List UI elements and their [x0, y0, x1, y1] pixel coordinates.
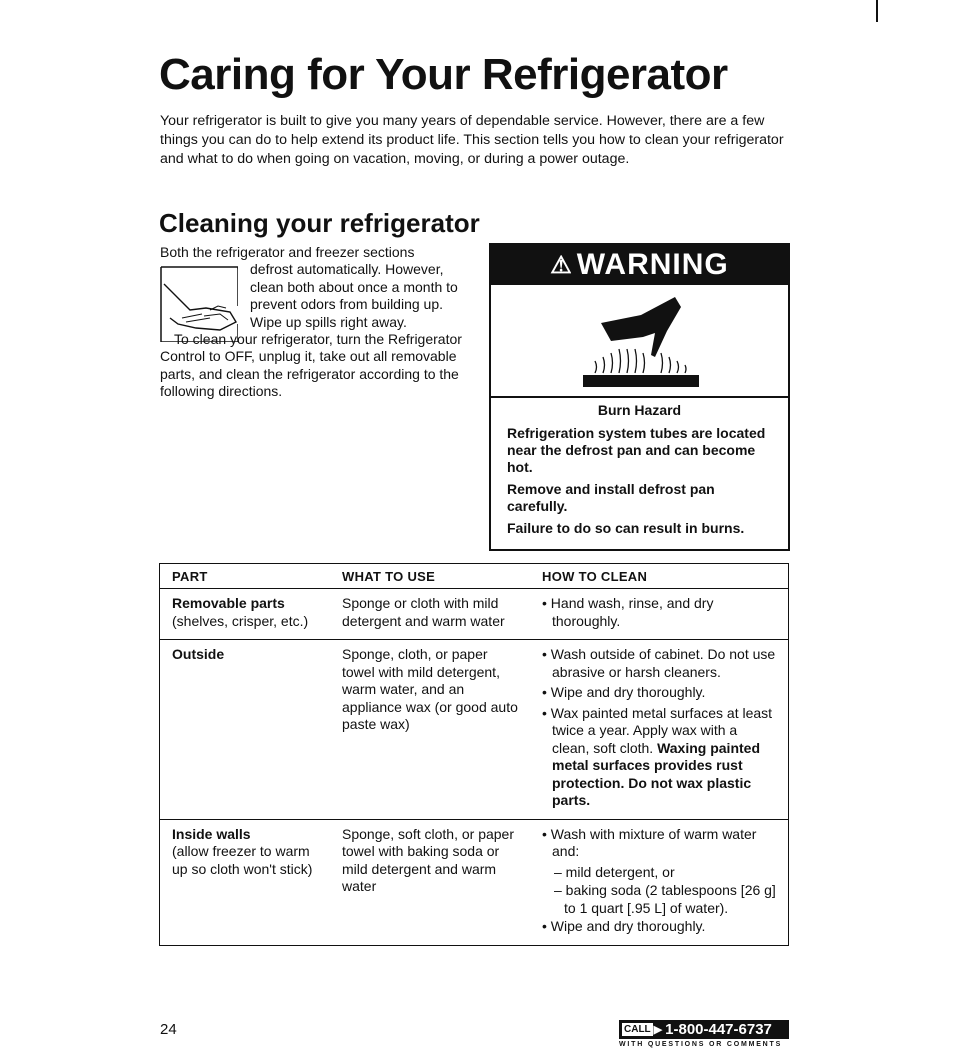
hot-surface-pictogram — [491, 285, 788, 398]
header-part: PART — [160, 564, 331, 589]
use-cell: Sponge or cloth with mild detergent and warm water — [330, 589, 530, 640]
call-subtitle: WITH QUESTIONS OR COMMENTS — [619, 1041, 783, 1048]
part-cell — [160, 640, 331, 820]
call-banner — [619, 1020, 789, 1039]
warning-label: WARNING — [576, 248, 729, 281]
para2: To clean your refrigerator, turn the Refrigerator Control to OFF, unplug it, take out all removable parts, and clean the refrigerator according to the following directions. — [160, 331, 462, 400]
part-note: (shelves, crisper, etc.) — [172, 612, 309, 629]
warning-line-1: Refrigeration system tubes are located near the defrost pan and can become hot. — [507, 425, 766, 475]
warning-box — [489, 243, 790, 551]
how-bold-note: Waxing painted metal surfaces provides rust protection. Do not wax plastic parts. — [552, 739, 760, 808]
warning-header — [491, 245, 788, 285]
how-item: • Wax painted metal surfaces at least twice a year. Apply wax with a clean, soft cloth. Waxing painted metal surfaces provides rust protection. Do not wax plastic parts. — [542, 704, 773, 808]
how-item: • Wash with mixture of warm water and: — [542, 825, 757, 859]
page-title: Caring for Your Refrigerator — [159, 50, 728, 99]
section-title: Cleaning your refrigerator — [159, 208, 480, 238]
use-cell: Sponge, cloth, or paper towel with mild detergent, warm water, and an appliance wax (or good auto paste wax) — [330, 640, 530, 820]
hot-hand-icon — [581, 293, 701, 389]
table-row — [160, 589, 789, 640]
how-item: • Wipe and dry thoroughly. — [542, 684, 706, 700]
use-cell: Sponge, soft cloth, or paper towel with baking soda or mild detergent and warm water — [342, 825, 514, 894]
corner-mark — [876, 0, 878, 22]
part-name: Outside — [172, 646, 225, 662]
warning-triangle-icon: ⚠ — [550, 251, 573, 279]
part-name: Inside walls — [172, 825, 251, 842]
how-cell — [530, 819, 789, 945]
warning-line-2: Remove and install defrost pan carefully. — [507, 481, 715, 514]
how-cell — [530, 640, 789, 820]
header-how-to-clean: HOW TO CLEAN — [530, 564, 789, 589]
how-item: • Hand wash, rinse, and dry thoroughly. — [542, 595, 714, 629]
header-what-to-use: WHAT TO USE — [330, 564, 530, 589]
part-cell — [160, 819, 331, 945]
page-number: 24 — [160, 1021, 177, 1038]
part-cell — [160, 589, 331, 640]
how-subitem: – mild detergent, or — [554, 863, 675, 880]
how-subitem: – baking soda (2 tablespoons [26 g] to 1 quart [.95 L] of water). — [554, 882, 776, 916]
cleaning-intro — [160, 244, 470, 401]
cleaning-table — [159, 563, 789, 946]
hazard-title: Burn Hazard — [597, 402, 682, 418]
table-row — [160, 640, 789, 820]
phone-number: 1-800-447-6737 — [665, 1021, 772, 1038]
table-row — [160, 819, 789, 945]
table-header-row — [160, 564, 789, 589]
call-label: CALL — [621, 1022, 654, 1037]
para1-rest: defrost automatically. However, clean both about once a month to prevent odors from building up. Wipe up spills right away. — [250, 261, 458, 330]
how-item: • Wipe and dry thoroughly. — [542, 918, 706, 934]
warning-text — [491, 398, 788, 537]
arrow-right-icon: ▶ — [653, 1024, 663, 1036]
para1-first-line: Both the refrigerator and freezer sections — [160, 244, 415, 260]
part-name: Removable parts — [172, 595, 285, 611]
how-cell — [530, 589, 789, 640]
intro-paragraph: Your refrigerator is built to give you many years of dependable service. However, there are a few things you can do to help extend its product life. This section tells you how to clean your refrigerator and what to do when going on vacation, moving, or during a power outage. — [160, 113, 784, 167]
how-item: • Wash outside of cabinet. Do not use abrasive or harsh cleaners. — [542, 646, 776, 680]
part-note: (allow freezer to warm up so cloth won't stick) — [172, 843, 313, 877]
warning-line-3: Failure to do so can result in burns. — [507, 520, 745, 536]
